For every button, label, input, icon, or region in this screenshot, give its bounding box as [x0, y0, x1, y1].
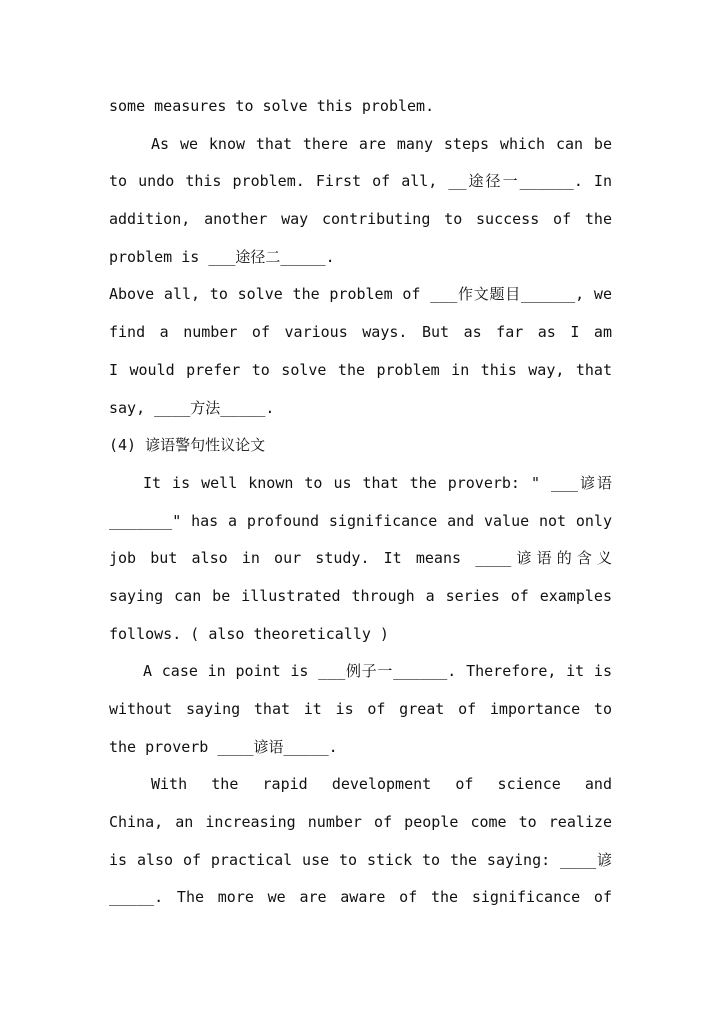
section-heading: (4) 谚语警句性议论文 — [109, 436, 266, 455]
body-text — [109, 88, 612, 917]
text-line-6: Above all, to solve the problem of ___作文题目______, we — [109, 285, 612, 304]
text-line-17: without saying that it is of great of importance to — [109, 700, 612, 718]
text-line-9: say, ____方法_____. — [109, 398, 275, 417]
text-line-22: _____. The more we are aware of the significance of — [109, 888, 612, 907]
text-line-11: It is well known to us that the proverb: " ___谚语 — [143, 473, 612, 492]
text-line-16: A case in point is ___例子一______. Therefore, it is — [143, 662, 612, 681]
text-line-5: problem is ___途径二_____. — [109, 247, 335, 266]
text-line-1: some measures to solve this problem. — [109, 97, 435, 115]
text-line-4: addition, another way contributing to success of the — [109, 210, 612, 229]
text-line-3: to undo this problem. First of all, __途径一______. In — [109, 172, 612, 191]
text-line-19: With the rapid development of science and — [151, 775, 612, 794]
text-line-14: saying can be illustrated through a series of examples — [109, 586, 612, 605]
text-line-2: As we know that there are many steps which can be — [151, 134, 612, 153]
text-line-18: the proverb ____谚语_____. — [109, 737, 338, 756]
text-line-13: job but also in our study. It means ____谚语的含义 — [109, 549, 612, 568]
text-line-20: China, an increasing number of people come to realize — [109, 813, 612, 832]
text-line-8: I would prefer to solve the problem in this way, that — [109, 360, 612, 379]
text-line-15: follows. ( also theoretically ) — [109, 624, 389, 643]
text-line-7: find a number of various ways. But as far as I am — [109, 323, 612, 342]
text-line-12: _______" has a profound significance and value not only — [109, 511, 612, 530]
text-line-21: is also of practical use to stick to the saying: ____谚 — [109, 850, 612, 869]
